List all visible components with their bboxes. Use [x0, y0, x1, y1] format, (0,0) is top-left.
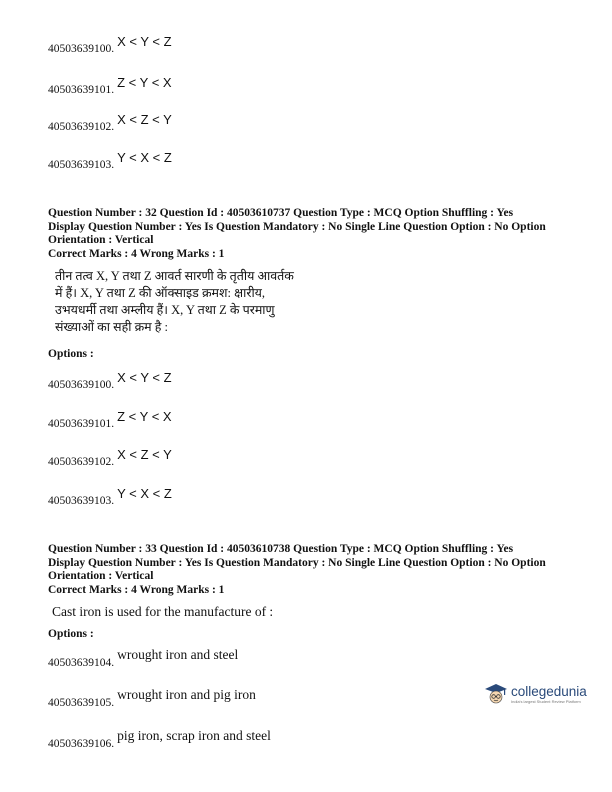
- option-text: wrought iron and steel: [117, 647, 239, 662]
- option-row: [48, 409, 172, 430]
- option-text: Z < Y < X: [117, 75, 172, 90]
- question-text-line: तीन तत्व X, Y तथा Z आवर्त सारणी के तृतीय आवर्तक: [55, 269, 294, 283]
- option-row: [48, 370, 172, 391]
- option-id: 40503639103.: [48, 495, 115, 507]
- option-text: Y < X < Z: [117, 150, 172, 165]
- question-marks: Correct Marks : 4 Wrong Marks : 1: [48, 247, 225, 260]
- option-id: 40503639102.: [48, 456, 115, 468]
- option-text: X < Z < Y: [117, 112, 172, 127]
- question-meta-line: Orientation : Vertical: [48, 234, 154, 246]
- option-row: [48, 687, 256, 709]
- question-text-line: संख्याओं का सही क्रम है :: [55, 320, 168, 334]
- option-row: [48, 75, 172, 96]
- option-row: [48, 447, 172, 468]
- question-meta-line: Orientation : Vertical: [48, 570, 154, 582]
- options-label: Options :: [48, 628, 94, 640]
- question-32-meta: [48, 207, 578, 261]
- option-id: 40503639103.: [48, 159, 115, 171]
- question-meta-line: Display Question Number : Yes Is Question Mandatory : No Single Line Question Option : No Option: [48, 556, 546, 569]
- option-id: 40503639104.: [48, 657, 115, 669]
- question-meta-line: Question Number : 33 Question Id : 40503610738 Question Type : MCQ Option Shuffling : Yes: [48, 543, 514, 555]
- question-meta-line: Question Number : 32 Question Id : 40503610737 Question Type : MCQ Option Shuffling : Yes: [48, 207, 514, 219]
- question-meta-line: Display Question Number : Yes Is Question Mandatory : No Single Line Question Option : No Option: [48, 220, 546, 233]
- option-id: 40503639101.: [48, 418, 115, 430]
- question-33-meta: [48, 543, 578, 597]
- question-33-text: Cast iron is used for the manufacture of :: [52, 604, 274, 619]
- option-row: [48, 728, 271, 750]
- option-row: [48, 486, 172, 507]
- option-id: 40503639101.: [48, 84, 115, 96]
- option-text: X < Y < Z: [117, 34, 172, 49]
- question-32-text: [55, 268, 325, 336]
- options-label: Options :: [48, 348, 94, 360]
- logo-name: collegedunia: [511, 683, 587, 699]
- option-id: 40503639105.: [48, 697, 115, 709]
- question-text-line: में हैं। X, Y तथा Z की ऑक्साइड क्रमश: क्षारीय,: [55, 286, 266, 300]
- logo-tagline: India's largest Student Review Platform: [511, 698, 581, 704]
- option-text: Z < Y < X: [117, 409, 172, 424]
- option-text: X < Z < Y: [117, 447, 172, 462]
- option-row: [48, 112, 172, 133]
- question-marks: Correct Marks : 4 Wrong Marks : 1: [48, 583, 225, 596]
- option-text: pig iron, scrap iron and steel: [117, 728, 271, 743]
- option-text: wrought iron and pig iron: [117, 687, 256, 702]
- collegedunia-logo: [484, 682, 587, 706]
- option-text: Y < X < Z: [117, 486, 172, 501]
- option-row: [48, 34, 172, 55]
- option-text: X < Y < Z: [117, 370, 172, 385]
- question-text-line: उभयधर्मी तथा अम्लीय हैं। X, Y तथा Z के परमाणु: [55, 303, 275, 317]
- option-id: 40503639102.: [48, 121, 115, 133]
- option-row: [48, 647, 239, 669]
- option-id: 40503639100.: [48, 379, 115, 391]
- option-id: 40503639106.: [48, 738, 115, 750]
- graduate-mascot-icon: [484, 682, 508, 706]
- option-row: [48, 150, 172, 171]
- option-id: 40503639100.: [48, 43, 115, 55]
